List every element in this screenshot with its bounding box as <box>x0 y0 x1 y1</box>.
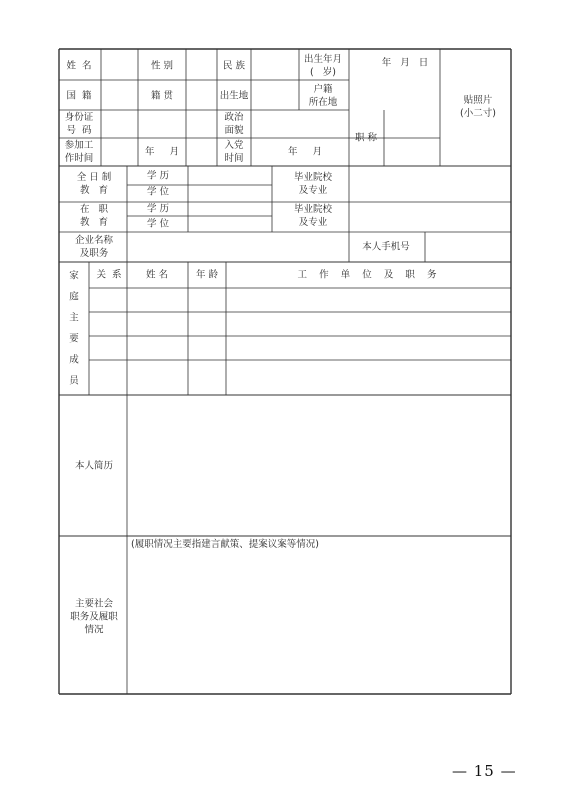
company-position-label: 企业名称 及职务 <box>74 235 114 259</box>
inservice-degree-label: 学 历 <box>146 203 170 215</box>
professional-title-label: 职 称 <box>354 132 378 144</box>
birth-date-value: 年 月 日 <box>381 57 429 69</box>
inservice-diploma-label: 学 位 <box>146 218 170 230</box>
family-header-work: 工 作 单 位 及 职 务 <box>297 269 437 281</box>
page-number: — 15 — <box>452 762 517 780</box>
birthplace-label: 出生地 <box>219 90 249 102</box>
resume-label: 本人简历 <box>74 460 114 472</box>
family-header-relation: 关 系 <box>96 269 122 281</box>
native-place-label: 籍 贯 <box>150 90 174 102</box>
name-label: 姓 名 <box>66 60 92 72</box>
gender-label: 性 别 <box>150 60 174 72</box>
id-number-label: 身份证 号 码 <box>64 112 94 136</box>
family-members-side-label: 家 庭 主 要 成 员 <box>69 270 79 387</box>
photo-placeholder-label: 贴照片 (小二寸) <box>460 95 496 119</box>
fulltime-degree-label: 学 历 <box>146 170 170 182</box>
party-join-value: 年 月 <box>287 146 323 158</box>
nationality-label: 国 籍 <box>66 90 92 102</box>
work-start-label: 参加工 作时间 <box>64 140 94 164</box>
fulltime-education-label: 全 日 制 教 育 <box>76 172 112 196</box>
hukou-label: 户籍 所在地 <box>308 84 338 108</box>
work-start-value: 年 月 <box>144 146 180 158</box>
mobile-phone-label: 本人手机号 <box>362 241 410 253</box>
social-positions-note: (履职情况主要指建言献策、提案议案等情况) <box>131 539 319 550</box>
party-join-label: 入党 时间 <box>224 140 244 164</box>
family-header-age: 年 龄 <box>195 269 219 281</box>
inservice-education-label: 在 职 教 育 <box>79 204 109 228</box>
fulltime-diploma-label: 学 位 <box>146 186 170 198</box>
birth-label: 出生年月 ( 岁) <box>303 54 343 78</box>
inservice-school-label: 毕业院校 及专业 <box>293 204 333 228</box>
political-status-label: 政治 面貌 <box>224 112 244 136</box>
fulltime-school-label: 毕业院校 及专业 <box>293 172 333 196</box>
ethnicity-label: 民 族 <box>222 60 246 72</box>
family-header-name: 姓 名 <box>145 269 169 281</box>
social-positions-label: 主要社会 职务及履职 情况 <box>70 598 118 636</box>
